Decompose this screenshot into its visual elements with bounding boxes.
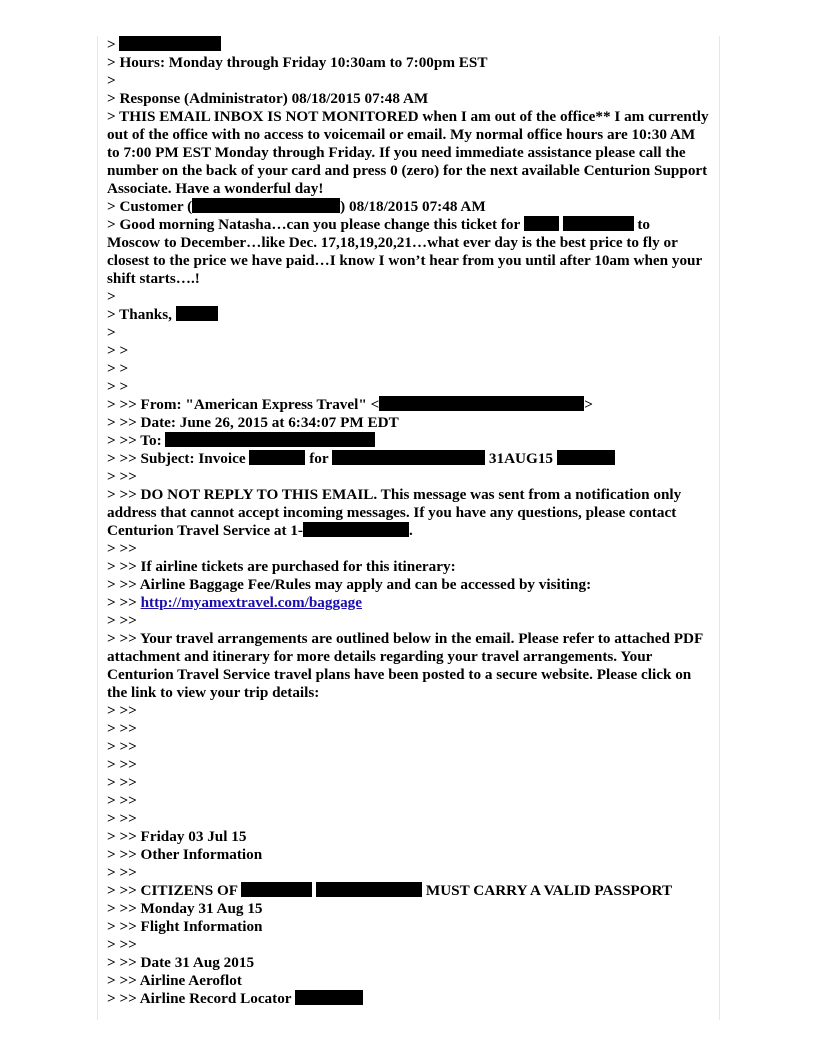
quoted-blank: > bbox=[107, 324, 116, 341]
redaction-block bbox=[379, 396, 584, 411]
quoted-blank: > bbox=[107, 72, 116, 89]
redaction-block bbox=[192, 198, 340, 213]
quoted-blank: > >> bbox=[107, 720, 137, 737]
redaction-block bbox=[119, 36, 221, 51]
quoted-blank: > > bbox=[107, 378, 129, 395]
redaction-block bbox=[557, 450, 615, 465]
friday-line: > >> Friday 03 Jul 15 bbox=[107, 828, 247, 845]
quoted-blank: > >> bbox=[107, 756, 137, 773]
redaction-block bbox=[524, 216, 559, 231]
no-reply-notice: > >> DO NOT REPLY TO THIS EMAIL. This message was sent from a notification only address that cannot accept incoming messages. If you have any questions, please contact Centurion Travel Service at 1- . bbox=[107, 486, 682, 539]
airline-line: > >> Airline Aeroflot bbox=[107, 972, 242, 989]
quoted-blank: > >> bbox=[107, 738, 137, 755]
quoted-blank: > >> bbox=[107, 792, 137, 809]
quoted-blank: > >> bbox=[107, 774, 137, 791]
quoted-blank: > > bbox=[107, 342, 129, 359]
subject-line: > >> Subject: Invoice for 31AUG15 bbox=[107, 450, 711, 468]
to-line: > >> To: bbox=[107, 432, 711, 450]
baggage-link-line: > >> http://myamextravel.com/baggage bbox=[107, 594, 362, 611]
monday-line: > >> Monday 31 Aug 15 bbox=[107, 900, 263, 917]
quoted-blank: > >> bbox=[107, 810, 137, 827]
redaction-block bbox=[176, 306, 218, 321]
date-line: > >> Date: June 26, 2015 at 6:34:07 PM EDT bbox=[107, 414, 399, 431]
quoted-blank: > >> bbox=[107, 612, 137, 629]
auto-reply-text: > THIS EMAIL INBOX IS NOT MONITORED when I am out of the office** I am currently out of the office with no access to voicemail or email. My normal office hours are 10:30 AM to 7:00 PM EST Monday through Friday. If you need immediate assistance please call the number on the back of your card and press 0 (zero) for the next available Centurion Support Associate. Have a wonderful day! bbox=[107, 108, 709, 197]
from-line: > >> From: "American Express Travel" < > bbox=[107, 396, 593, 413]
page-border-right bbox=[719, 36, 720, 1020]
customer-message-line: > Good morning Natasha…can you please change this ticket for to bbox=[107, 216, 651, 233]
quoted-blank: > > bbox=[107, 360, 129, 377]
quoted-blank: > >> bbox=[107, 936, 137, 953]
response-header: > Response (Administrator) 08/18/2015 07:48 AM bbox=[107, 90, 429, 107]
thanks-line: > Thanks, bbox=[107, 306, 711, 324]
redaction-block bbox=[303, 522, 409, 537]
redaction-block bbox=[165, 432, 375, 447]
tickets-line: > >> If airline tickets are purchased for this itinerary: bbox=[107, 558, 456, 575]
customer-header: > Customer ( ) 08/18/2015 07:48 AM bbox=[107, 198, 486, 215]
flight-info-line: > >> Flight Information bbox=[107, 918, 263, 935]
redaction-block bbox=[295, 990, 363, 1005]
customer-message-text: Moscow to December…like Dec. 17,18,19,20,21…what ever day is the best price to fly or closest to the price we have paid…I know I won’t hear from you until after 10am when your shift starts….! bbox=[107, 234, 702, 287]
record-locator-line: > >> Airline Record Locator bbox=[107, 990, 711, 1008]
hours-line: > Hours: Monday through Friday 10:30am to 7:00pm EST bbox=[107, 54, 488, 71]
baggage-line: > >> Airline Baggage Fee/Rules may apply and can be accessed by visiting: bbox=[107, 576, 592, 593]
quoted-blank: > >> bbox=[107, 540, 137, 557]
quoted-blank: > >> bbox=[107, 468, 137, 485]
redaction-block bbox=[316, 882, 422, 897]
other-info-line: > >> Other Information bbox=[107, 846, 263, 863]
quoted-blank: > bbox=[107, 288, 116, 305]
citizens-line: > >> CITIZENS OF MUST CARRY A VALID PASSPORT bbox=[107, 882, 673, 899]
redaction-block bbox=[241, 882, 312, 897]
quoted-blank: > >> bbox=[107, 702, 137, 719]
redaction-block bbox=[563, 216, 634, 231]
quoted-line: > bbox=[107, 36, 711, 54]
redaction-block bbox=[249, 450, 305, 465]
page-border-left bbox=[97, 36, 98, 1020]
redaction-block bbox=[332, 450, 485, 465]
arrangements-text: > >> Your travel arrangements are outlined below in the email. Please refer to attached PDF attachment and itinerary for more details regarding your travel arrangements. Your Centurion Travel Service travel plans have been posted to a secure website. Please click on the link to view your trip details: bbox=[107, 630, 703, 701]
quoted-blank: > >> bbox=[107, 864, 137, 881]
flight-date-line: > >> Date 31 Aug 2015 bbox=[107, 954, 255, 971]
baggage-link[interactable]: http://myamextravel.com/baggage bbox=[140, 594, 362, 611]
email-body bbox=[107, 36, 711, 1008]
